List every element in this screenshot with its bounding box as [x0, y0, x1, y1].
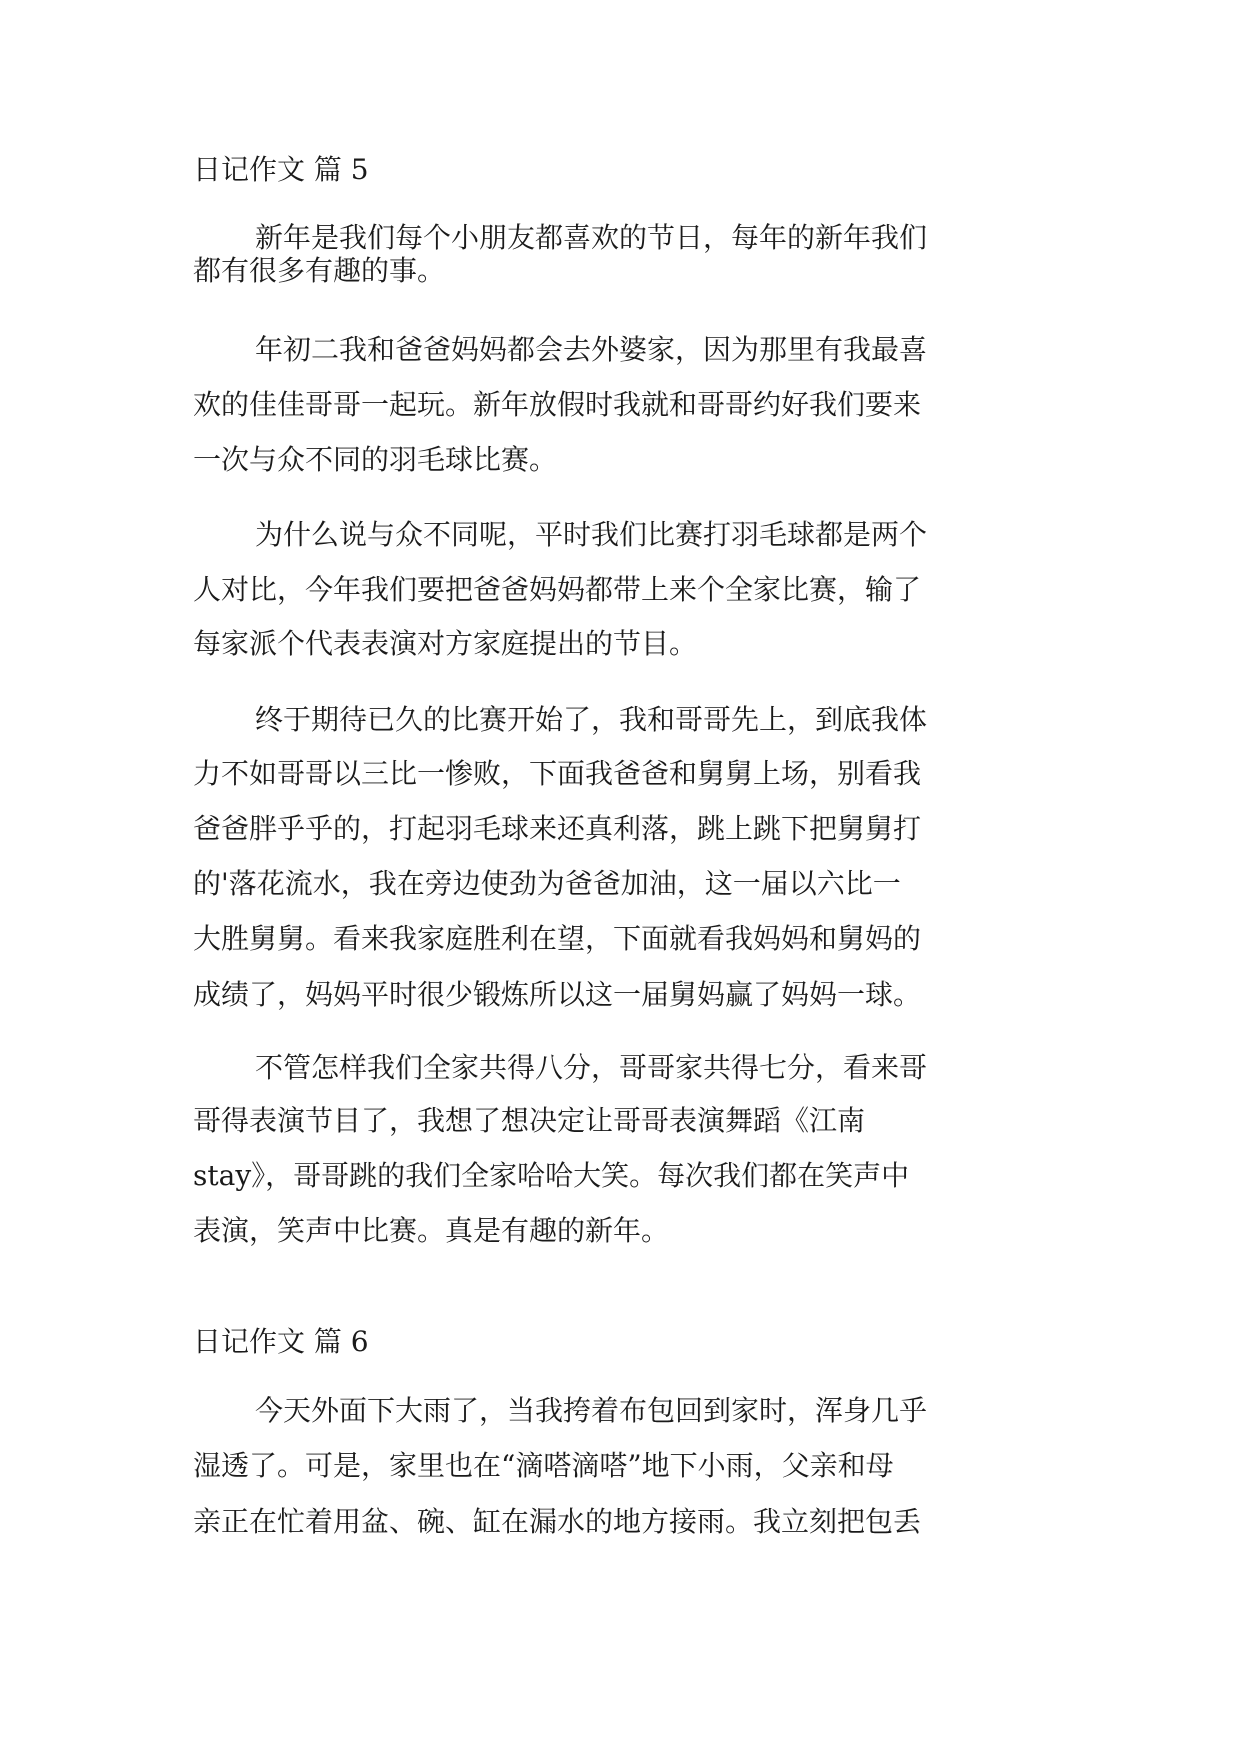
- paragraph-line: 不管怎样我们全家共得八分，哥哥家共得七分，看来哥: [255, 1051, 928, 1084]
- paragraph-line: 一次与众不同的羽毛球比赛。: [193, 443, 558, 476]
- paragraph-line: 为什么说与众不同呢，平时我们比赛打羽毛球都是两个: [255, 518, 928, 551]
- paragraph-line: 的'落花流水，我在旁边使劲为爸爸加油，这一届以六比一: [193, 867, 901, 900]
- paragraph-line: 年初二我和爸爸妈妈都会去外婆家，因为那里有我最喜: [255, 333, 928, 366]
- paragraph-line: 亲正在忙着用盆、碗、缸在漏水的地方接雨。我立刻把包丢: [193, 1505, 922, 1538]
- paragraph-line: 都有很多有趣的事。: [193, 254, 446, 287]
- section-heading: 日记作文 篇 5: [193, 153, 369, 186]
- paragraph-line: 哥得表演节目了，我想了想决定让哥哥表演舞蹈《江南: [193, 1104, 866, 1137]
- paragraph-line: 新年是我们每个小朋友都喜欢的节日，每年的新年我们: [255, 221, 928, 254]
- paragraph-line: 终于期待已久的比赛开始了，我和哥哥先上，到底我体: [255, 703, 928, 736]
- paragraph-line: 欢的佳佳哥哥一起玩。新年放假时我就和哥哥约好我们要来: [193, 388, 922, 421]
- paragraph-line: 爸爸胖乎乎的，打起羽毛球来还真利落，跳上跳下把舅舅打: [193, 812, 922, 845]
- section-heading: 日记作文 篇 6: [193, 1325, 369, 1358]
- paragraph-line: 今天外面下大雨了，当我挎着布包回到家时，浑身几乎: [255, 1394, 928, 1427]
- paragraph-line: 湿透了。可是，家里也在“滴嗒滴嗒”地下小雨，父亲和母: [193, 1449, 894, 1482]
- paragraph-line: 每家派个代表表演对方家庭提出的节目。: [193, 627, 698, 660]
- paragraph-line: 大胜舅舅。看来我家庭胜利在望，下面就看我妈妈和舅妈的: [193, 922, 922, 955]
- paragraph-line: 成绩了，妈妈平时很少锻炼所以这一届舅妈赢了妈妈一球。: [193, 978, 922, 1011]
- paragraph-line: 表演，笑声中比赛。真是有趣的新年。: [193, 1214, 670, 1247]
- paragraph-line: 力不如哥哥以三比一惨败，下面我爸爸和舅舅上场，别看我: [193, 757, 922, 790]
- paragraph-line: 人对比，今年我们要把爸爸妈妈都带上来个全家比赛，输了: [193, 573, 922, 606]
- paragraph-line: stay》，哥哥跳的我们全家哈哈大笑。每次我们都在笑声中: [193, 1159, 910, 1192]
